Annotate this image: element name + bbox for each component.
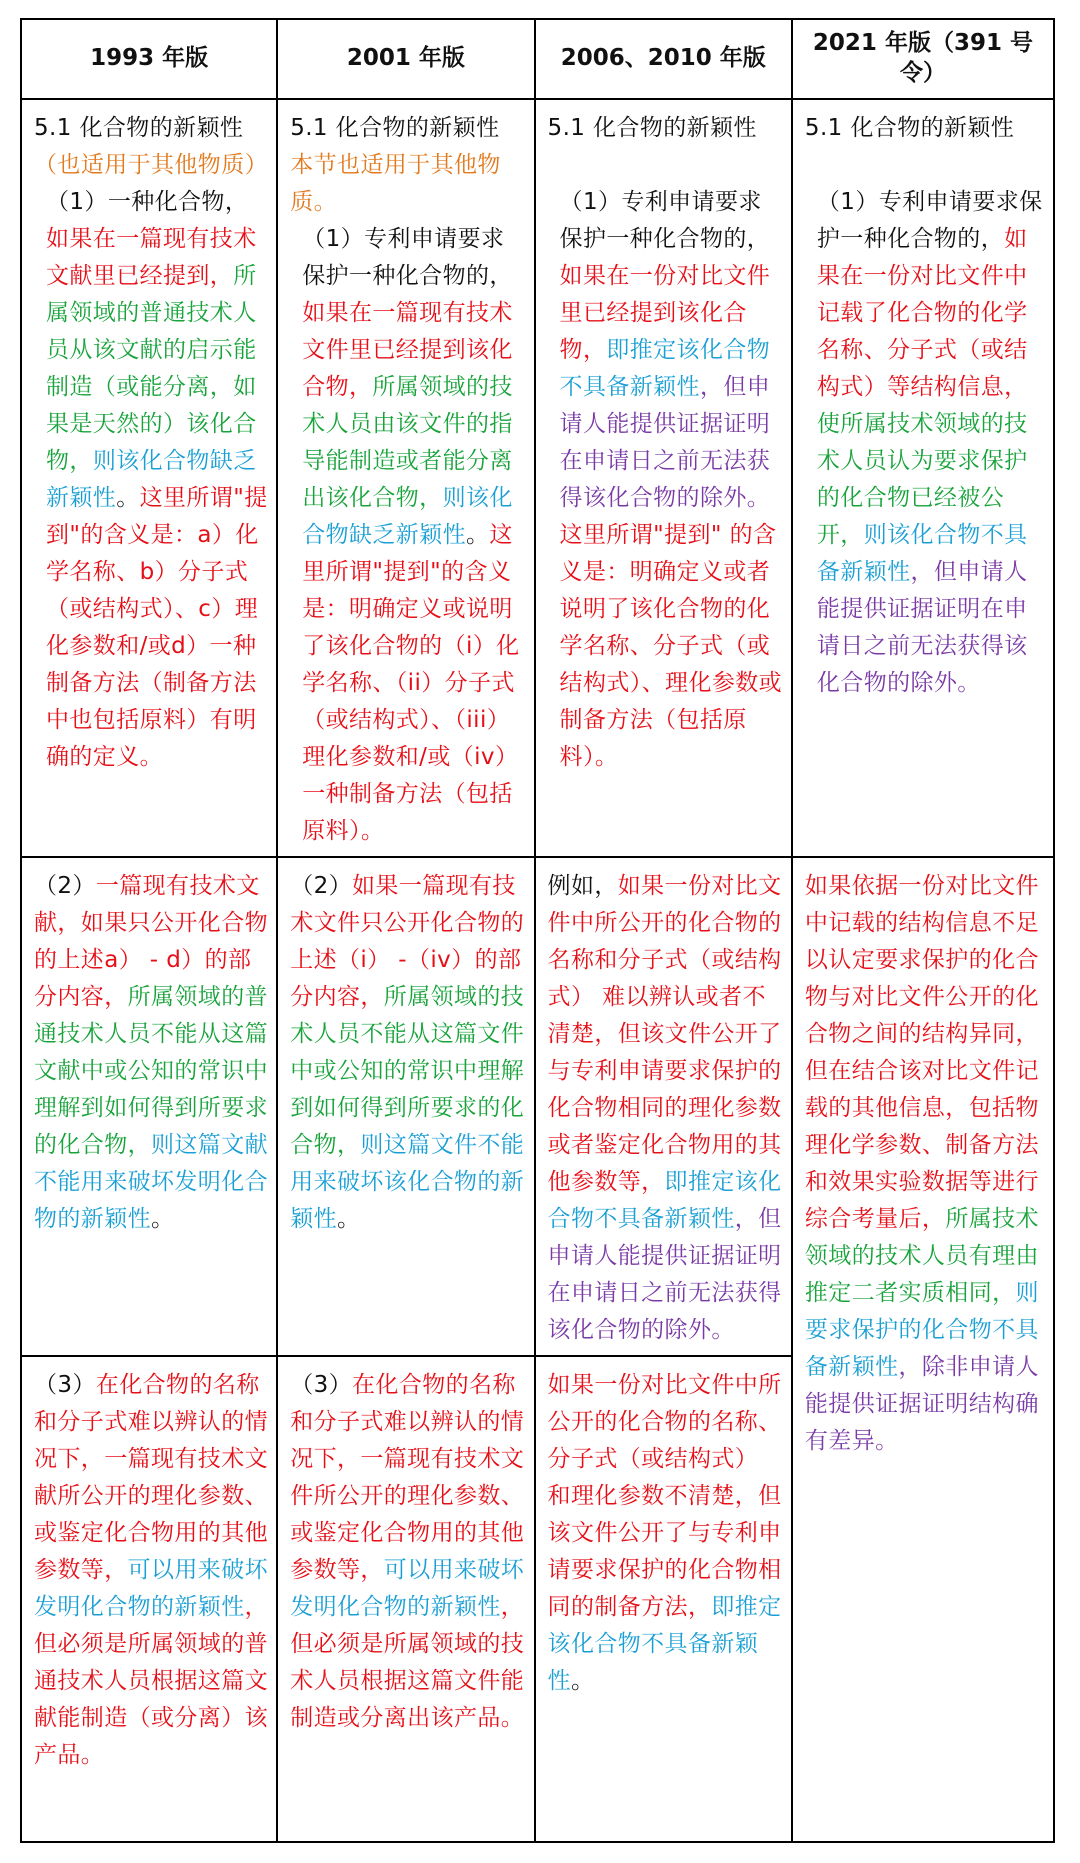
text-run: ，但必须是所属领域的普通技术人员根据这篇文献能制造（或分离）该产品。 (34, 1594, 269, 1768)
cell-paragraph (290, 147, 525, 221)
text-run: （3） (290, 1372, 353, 1398)
cell-2001-section (277, 99, 534, 857)
text-run: ，除非申请人能提供证据证明结构确有差异。 (804, 1354, 1039, 1454)
cell-paragraph (34, 110, 268, 147)
text-run: 所属领域的普通技术人员从该文献的启示能制造（或能分离，如果是天然的）该化合物， (46, 263, 257, 474)
text-run: 即推定该化合物不具备新颖性 (547, 1594, 782, 1694)
cell-paragraph (805, 868, 1045, 1460)
cell-paragraph (548, 110, 783, 147)
text-run: 所属领域的技术人员不能从这篇文件中或公知的常识中理解到如何得到所要求的化合物， (290, 984, 525, 1158)
cell-paragraph (548, 1367, 783, 1700)
header-row (21, 19, 1054, 99)
text-run: 如果在一份对比文件中记载了化合物的化学名称、分子式（或结构式）等结构信息， (816, 226, 1028, 400)
text-run: 例如， (547, 873, 618, 899)
text-run: 。 (151, 1206, 175, 1232)
text-run: 如果依据一份对比文件中记载的结构信息不足以认定要求保护的化合物与对比文件公开的化合物之间的结构异同，但在结合该对比文件记载的其他信息，包括物理化学参数、制备方法和效果实验数据等进行综合考量后， (804, 873, 1039, 1232)
text-run: 可以用来破坏发明化合物的新颖性 (34, 1557, 269, 1620)
cell-2001-item2 (277, 857, 534, 1356)
text-run: 所属领域的技术人员由该文件的指导能制造或者能分离出该化合物， (302, 374, 513, 511)
text-run: 在化合物的名称和分子式难以辨认的情况下，一篇现有技术文件所公开的理化参数、或鉴定化合物用的其他参数等， (290, 1372, 525, 1583)
text-run: 则要求保护的化合物不具备新颖性 (804, 1280, 1039, 1380)
cell-paragraph (805, 110, 1045, 147)
text-run: 这里所谓"提到"的含义是：a）化学名称、b）分子式（或结构式）、c）理化参数和/或d）一种制备方法（制备方法中也包括原料）有明确的定义。 (46, 485, 268, 770)
cell-paragraph (805, 184, 1045, 702)
cell-1993-item2 (21, 857, 277, 1356)
cell-2006-example (535, 857, 792, 1356)
text-run: 如果在一篇现有技术文件里已经提到该化合物， (302, 300, 513, 400)
cell-paragraph (290, 1367, 525, 1737)
text-run: 则这篇文献不能用来破坏发明化合物的新颖性 (34, 1132, 268, 1232)
cell-paragraph (34, 147, 268, 184)
text-run: 如果一份对比文件中所公开的化合物的名称、分子式（或结构式） 和理化参数不清楚，但该文件公开了与专利申请要求保护的化合物相同的制备方法， (547, 1372, 782, 1620)
text-run: （1）专利申请要求保护一种化合物的， (816, 189, 1043, 252)
text-run: ，但申请人能提供证据证明在申请日之前无法获得该化合物的除外。 (816, 559, 1028, 696)
cell-2006-method (535, 1356, 792, 1842)
text-run: （3） (34, 1372, 96, 1398)
cell-2021-section (792, 99, 1054, 857)
text-run: 这里所谓"提到"的含义是：明确定义或说明了该化合物的（i）化学名称、（ii）分子式（或结构式）、（iii）理化参数和/或（iv）一种制备方法（包括原料）。 (302, 522, 520, 844)
table-row (21, 857, 1054, 1356)
text-run: 即推定该化合物不具备新颖性 (559, 337, 771, 400)
cell-paragraph (548, 147, 783, 184)
text-run: 则这篇文件不能用来破坏该化合物的新颖性 (290, 1132, 525, 1232)
table-row (21, 99, 1054, 857)
text-run: 则该化合物缺乏新颖性 (302, 485, 513, 548)
text-run: 如果在一份对比文件里已经提到该化合物， (559, 263, 771, 363)
cell-1993-section (21, 99, 277, 857)
text-run: ，但申请人能提供证据证明在申请日之前无法获得该化合物的除外。 (547, 1206, 782, 1343)
cell-paragraph (34, 1367, 268, 1774)
text-run: 5.1 化合物的新颖性 (547, 115, 757, 141)
cell-paragraph (34, 868, 268, 1238)
text-run: （1）一种化合物， (46, 189, 249, 215)
text-run: 5.1 化合物的新颖性 (804, 115, 1015, 141)
text-run: 可以用来破坏发明化合物的新颖性 (290, 1557, 525, 1620)
text-run: 这里所谓"提到" 的含义是：明确定义或者说明了该化合物的化学名称、分子式（或结构式）、理化参数或制备方法（包括原料）。 (559, 522, 783, 770)
header-2001: 2001 年版 (277, 19, 534, 99)
text-run: 如果一份对比文件中所公开的化合物的名称和分子式（或结构式） 难以辨认或者不清楚，但该文件公开了与专利申请要求保护的化合物相同的理化参数或者鉴定化合物用的其他参数等， (547, 873, 782, 1195)
cell-paragraph (290, 868, 525, 1238)
text-run: （2） (290, 873, 353, 899)
text-run: 使所属技术领域的技术人员认为要求保护的化合物已经被公开， (816, 411, 1028, 548)
comparison-table (20, 18, 1055, 1843)
text-run: 即推定该化合物不具备新颖性 (547, 1169, 782, 1232)
text-run: ，但申请人能提供证据证明在申请日之前无法获得该化合物的除外。 (559, 374, 771, 511)
text-run: （1）专利申请要求保护一种化合物的， (559, 189, 771, 252)
text-run: 。 (116, 485, 140, 511)
cell-paragraph (290, 221, 525, 850)
text-run: 一篇现有技术文献，如果只公开化合物的上述a） - d）的部分内容， (34, 873, 268, 1010)
text-run: 5.1 化合物的新颖性 (34, 115, 244, 141)
header-2021: 2021 年版（391 号令） (792, 19, 1054, 99)
text-run: （2） (34, 873, 96, 899)
text-run: （1）专利申请要求保护一种化合物的， (302, 226, 513, 289)
text-run: 所属领域的普通技术人员不能从这篇文献中或公知的常识中理解到如何得到所要求的化合物， (34, 984, 269, 1158)
cell-paragraph (290, 110, 525, 147)
cell-2006-section (535, 99, 792, 857)
text-run: 在化合物的名称和分子式难以辨认的情况下，一篇现有技术文献所公开的理化参数、或鉴定化合物用的其他参数等， (34, 1372, 268, 1583)
cell-paragraph (34, 184, 268, 776)
text-run: 。 (570, 1668, 595, 1694)
cell-2021-structure (792, 857, 1054, 1842)
text-run: 5.1 化合物的新颖性 (290, 115, 500, 141)
text-run: （也适用于其他物质） (34, 152, 268, 178)
header-2006-2010: 2006、2010 年版 (535, 19, 792, 99)
cell-2001-item3 (277, 1356, 534, 1842)
header-1993: 1993 年版 (21, 19, 277, 99)
cell-paragraph (548, 868, 783, 1349)
text-run: 本节也适用于其他物质。 (290, 152, 501, 215)
cell-paragraph (805, 147, 1045, 184)
text-run: 如果一篇现有技术文件只公开化合物的上述（i） -（iv）的部分内容， (290, 873, 525, 1010)
text-run: 如果在一篇现有技术文献里已经提到， (46, 226, 257, 289)
text-run: 。 (337, 1206, 361, 1232)
text-run: 所属技术领域的技术人员有理由推定二者实质相同， (804, 1206, 1039, 1306)
text-run: 则该化合物缺乏新颖性 (46, 448, 257, 511)
cell-paragraph (548, 184, 783, 776)
text-run: ，但必须是所属领域的技术人员根据这篇文件能制造或分离出该产品。 (290, 1594, 525, 1731)
cell-1993-item3 (21, 1356, 277, 1842)
text-run: 。 (466, 522, 490, 548)
text-run: 则该化合物不具备新颖性 (816, 522, 1028, 585)
